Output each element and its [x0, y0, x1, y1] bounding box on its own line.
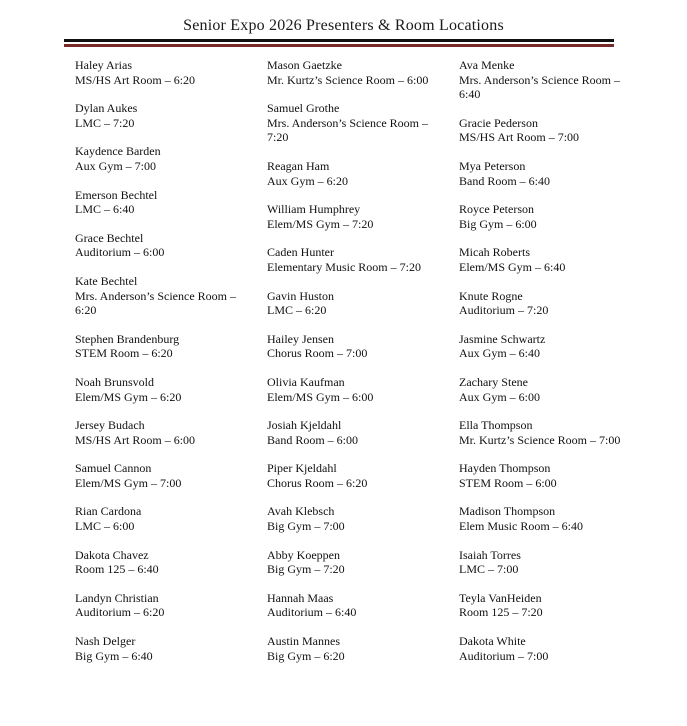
- presenter-name: Nash Delger: [75, 634, 136, 649]
- page-title: Senior Expo 2026 Presenters & Room Locations: [183, 17, 504, 34]
- presenter-name: Austin Mannes: [267, 634, 340, 649]
- presenter-name: Micah Roberts: [459, 245, 530, 260]
- presenter-room-time: Auditorium – 6:00: [75, 245, 165, 260]
- presenter-room-time: Elem/MS Gym – 6:20: [75, 389, 182, 404]
- presenter-entry: [267, 591, 452, 620]
- presenter-entry: [459, 634, 644, 663]
- presenter-room-time: Chorus Room – 6:20: [267, 475, 368, 490]
- presenter-name: Teyla VanHeiden: [459, 590, 542, 605]
- presenter-name: Samuel Grothe: [267, 101, 340, 116]
- presenter-entry: [267, 418, 452, 447]
- presenter-entry: [267, 58, 452, 87]
- presenter-entry: [75, 144, 260, 173]
- presenter-room-time: Aux Gym – 6:20: [267, 173, 348, 188]
- presenter-name: Madison Thompson: [459, 504, 556, 519]
- presenter-room-time: Elem/MS Gym – 6:00: [267, 389, 374, 404]
- presenter-entry: [459, 332, 644, 361]
- presenter-name: Reagan Ham: [267, 158, 330, 173]
- presenter-name: Josiah Kjeldahl: [267, 418, 342, 433]
- presenter-column-2: [267, 58, 452, 677]
- presenter-name: Jasmine Schwartz: [459, 331, 546, 346]
- presenter-room-time: LMC – 6:40: [75, 202, 135, 217]
- presenter-entry: [75, 101, 260, 130]
- presenter-room-time: Aux Gym – 7:00: [75, 158, 156, 173]
- presenter-entry: [459, 375, 644, 404]
- presenter-name: Hayden Thompson: [459, 461, 551, 476]
- presenter-room-time: Big Gym – 7:20: [267, 562, 345, 577]
- presenter-entry: [459, 289, 644, 318]
- presenter-room-time: Mrs. Anderson’s Science Room – 6:20: [75, 288, 236, 318]
- presenter-room-time: Room 125 – 6:40: [75, 562, 159, 577]
- presenter-entry: [75, 548, 260, 577]
- presenter-name: William Humphrey: [267, 202, 361, 217]
- presenter-column-1: [75, 58, 260, 677]
- presenter-entry: [75, 634, 260, 663]
- presenter-entry: [267, 202, 452, 231]
- presenter-entry: [459, 461, 644, 490]
- presenter-name: Royce Peterson: [459, 202, 534, 217]
- presenter-entry: [75, 188, 260, 217]
- presenter-room-time: Auditorium – 7:20: [459, 303, 549, 318]
- presenter-name: Knute Rogne: [459, 288, 523, 303]
- presenter-name: Stephen Brandenburg: [75, 331, 180, 346]
- presenter-entry: [75, 461, 260, 490]
- presenter-room-time: MS/HS Art Room – 6:20: [75, 72, 196, 87]
- presenter-room-time: MS/HS Art Room – 6:00: [75, 432, 196, 447]
- presenter-room-time: Room 125 – 7:20: [459, 605, 543, 620]
- presenter-room-time: Mrs. Anderson’s Science Room – 7:20: [267, 115, 428, 145]
- presenter-name: Noah Brunsvold: [75, 374, 154, 389]
- presenter-entry: [267, 375, 452, 404]
- presenter-entry: [267, 504, 452, 533]
- presenter-entry: [459, 116, 644, 145]
- presenter-entry: [75, 504, 260, 533]
- presenter-name: Grace Bechtel: [75, 230, 144, 245]
- presenter-name: Abby Koeppen: [267, 547, 340, 562]
- presenter-room-time: Big Gym – 7:00: [267, 519, 345, 534]
- presenter-entry: [75, 375, 260, 404]
- presenter-name: Ella Thompson: [459, 418, 533, 433]
- presenter-room-time: Big Gym – 6:40: [75, 648, 153, 663]
- presenter-name: Isaiah Torres: [459, 547, 521, 562]
- presenter-room-time: Auditorium – 6:20: [75, 605, 165, 620]
- presenter-entry: [267, 159, 452, 188]
- presenter-room-time: LMC – 7:20: [75, 115, 135, 130]
- presenter-entry: [267, 101, 452, 145]
- presenter-name: Avah Klebsch: [267, 504, 335, 519]
- presenter-entry: [267, 634, 452, 663]
- presenter-name: Jersey Budach: [75, 418, 145, 433]
- presenter-entry: [459, 504, 644, 533]
- presenter-room-time: Mr. Kurtz’s Science Room – 7:00: [459, 432, 621, 447]
- presenter-room-time: Elementary Music Room – 7:20: [267, 259, 421, 274]
- presenter-name: Kate Bechtel: [75, 273, 138, 288]
- presenter-room-time: Mrs. Anderson’s Science Room – 6:40: [459, 72, 620, 102]
- presenter-column-3: [459, 58, 644, 677]
- presenter-name: Rian Cardona: [75, 504, 142, 519]
- presenter-entry: [459, 58, 644, 102]
- presenter-entry: [459, 548, 644, 577]
- presenter-name: Dakota Chavez: [75, 547, 149, 562]
- presenter-room-time: LMC – 6:00: [75, 519, 135, 534]
- presenter-name: Mya Peterson: [459, 158, 526, 173]
- presenter-room-time: Elem/MS Gym – 6:40: [459, 259, 566, 274]
- presenter-name: Ava Menke: [459, 58, 515, 72]
- presenter-entry: [459, 245, 644, 274]
- presenter-room-time: Mr. Kurtz’s Science Room – 6:00: [267, 72, 429, 87]
- presenter-room-time: STEM Room – 6:00: [459, 475, 557, 490]
- presenter-entry: [75, 332, 260, 361]
- presenter-name: Dylan Aukes: [75, 101, 138, 116]
- presenter-entry: [75, 591, 260, 620]
- presenter-entry: [459, 418, 644, 447]
- presenter-name: Zachary Stene: [459, 374, 528, 389]
- presenter-name: Landyn Christian: [75, 590, 159, 605]
- presenter-name: Kaydence Barden: [75, 144, 161, 159]
- title-rule-maroon: [64, 44, 614, 47]
- presenter-name: Dakota White: [459, 634, 526, 649]
- presenter-entry: [267, 461, 452, 490]
- presenter-name: Olivia Kaufman: [267, 374, 345, 389]
- presenter-room-time: MS/HS Art Room – 7:00: [459, 130, 580, 145]
- presenter-room-time: LMC – 7:00: [459, 562, 519, 577]
- presenter-name: Haley Arias: [75, 58, 132, 72]
- presenter-room-time: STEM Room – 6:20: [75, 346, 173, 361]
- presenter-room-time: LMC – 6:20: [267, 303, 327, 318]
- presenter-entry: [75, 418, 260, 447]
- presenter-room-time: Aux Gym – 6:00: [459, 389, 540, 404]
- presenter-name: Hailey Jensen: [267, 331, 334, 346]
- presenter-entry: [459, 202, 644, 231]
- presenter-entry: [459, 159, 644, 188]
- presenter-name: Samuel Cannon: [75, 461, 152, 476]
- presenter-room-time: Elem Music Room – 6:40: [459, 519, 583, 534]
- presenter-room-time: Big Gym – 6:20: [267, 648, 345, 663]
- presenter-room-time: Elem/MS Gym – 7:20: [267, 216, 374, 231]
- presenter-room-time: Aux Gym – 6:40: [459, 346, 540, 361]
- presenter-entry: [267, 332, 452, 361]
- presenter-entry: [267, 245, 452, 274]
- presenter-entry: [75, 58, 260, 87]
- presenter-name: Caden Hunter: [267, 245, 334, 260]
- presenter-room-time: Chorus Room – 7:00: [267, 346, 368, 361]
- presenter-entry: [75, 274, 260, 318]
- presenter-room-time: Band Room – 6:00: [267, 432, 359, 447]
- presenter-name: Piper Kjeldahl: [267, 461, 337, 476]
- presenter-room-time: Band Room – 6:40: [459, 173, 551, 188]
- presenter-name: Emerson Bechtel: [75, 187, 158, 202]
- presenter-entry: [267, 548, 452, 577]
- presenter-name: Gracie Pederson: [459, 115, 538, 130]
- presenter-entry: [459, 591, 644, 620]
- presenter-room-time: Auditorium – 7:00: [459, 648, 549, 663]
- presenter-entry: [75, 231, 260, 260]
- presenter-room-time: Big Gym – 6:00: [459, 216, 537, 231]
- presenter-name: Mason Gaetzke: [267, 58, 342, 72]
- presenter-room-time: Auditorium – 6:40: [267, 605, 357, 620]
- presenter-room-time: Elem/MS Gym – 7:00: [75, 475, 182, 490]
- presenter-entry: [267, 289, 452, 318]
- presenter-name: Gavin Huston: [267, 288, 334, 303]
- presenter-name: Hannah Maas: [267, 590, 334, 605]
